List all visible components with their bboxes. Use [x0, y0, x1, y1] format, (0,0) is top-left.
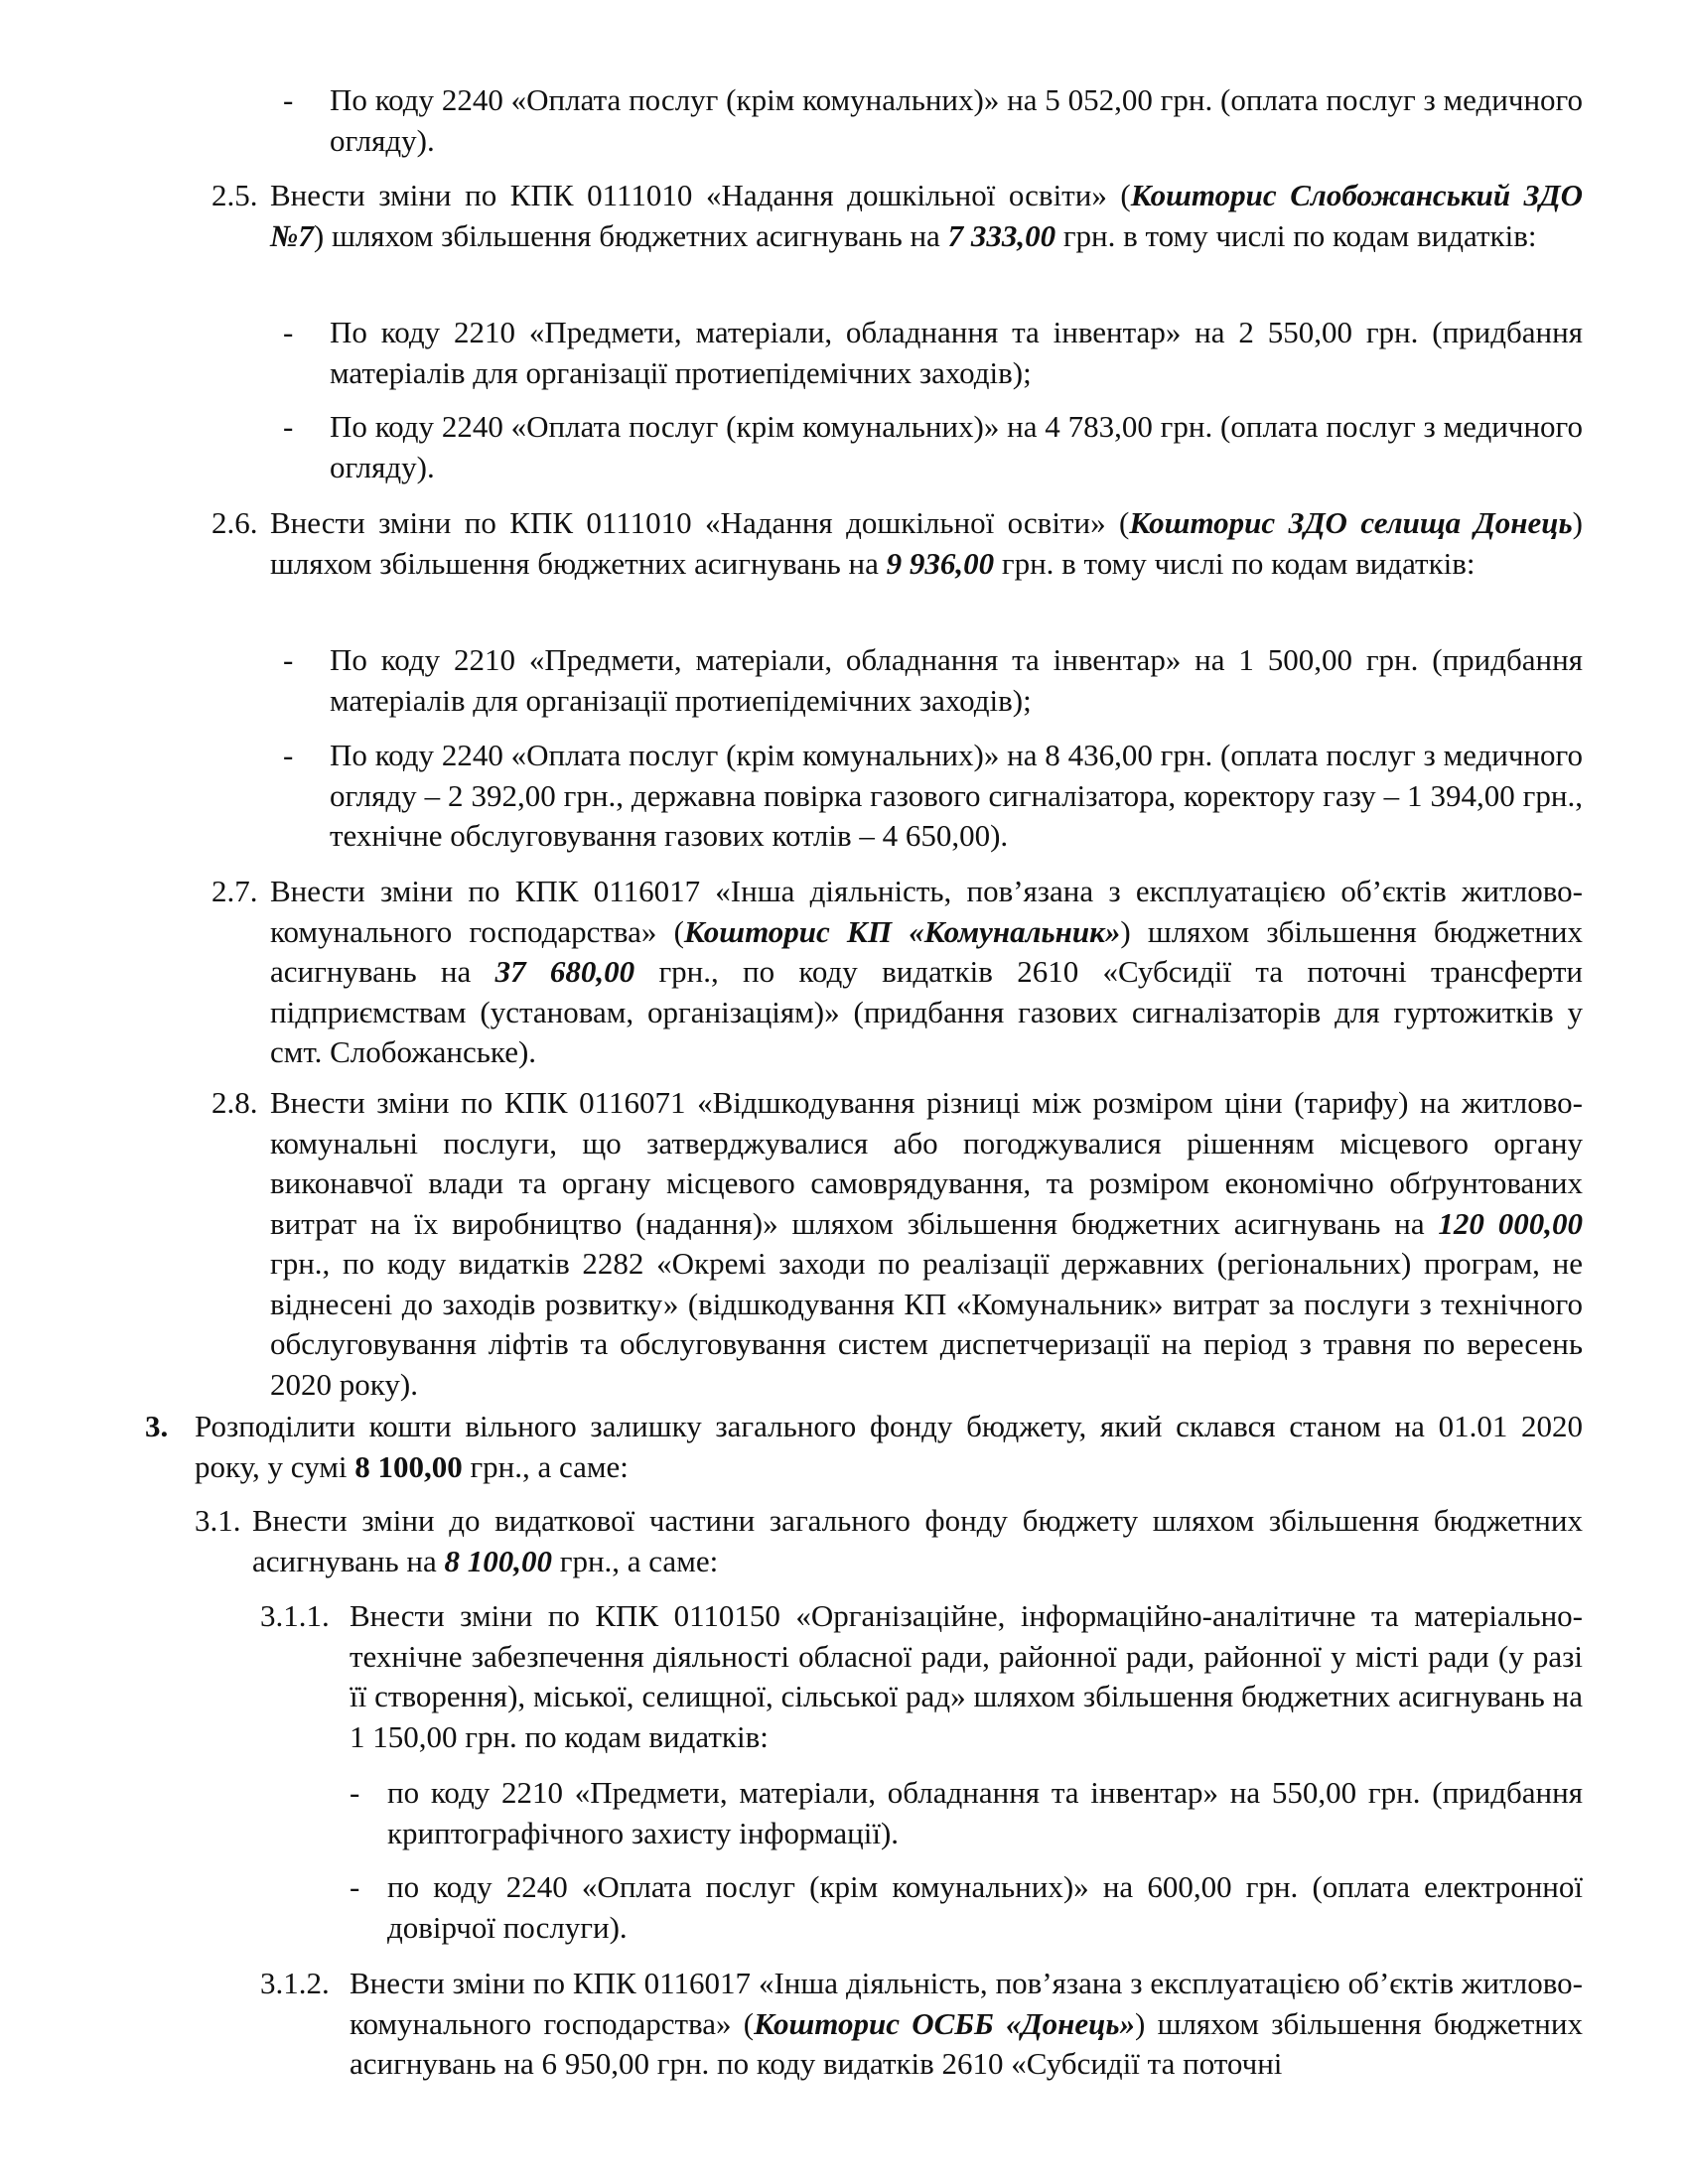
- paragraph-3-1-1: [350, 1596, 1583, 1757]
- item-number: 2.7.: [211, 874, 258, 908]
- amount-text: 8 100,00: [444, 1543, 552, 1578]
- list-item: [387, 1773, 1583, 1853]
- item-number: 2.8.: [211, 1085, 258, 1120]
- list-item-text: По коду 2240 «Оплата послуг (крім комунальних)» на 4 783,00 грн. (оплата послуг з медичного огляду).: [330, 409, 1583, 484]
- paragraph-text: Внести зміни по КПК 0111010 «Надання дошкільної освіти» (: [270, 178, 1131, 212]
- paragraph-text: грн. в тому числі по кодам видатків:: [1055, 217, 1537, 253]
- emphasis-text: Кошторис ЗДО селища Донець: [1129, 505, 1573, 540]
- paragraph-text: Внести зміни по КПК 0116017 «Інша діяльність, пов’язана з експлуатацією об’єктів житлово-комунального господарства» (: [270, 874, 1583, 949]
- list-item: [330, 407, 1583, 487]
- list-item-text: По коду 2240 «Оплата послуг (крім комунальних)» на 5 052,00 грн. (оплата послуг з медичного огляду).: [330, 82, 1583, 158]
- item-number: 3.1.1.: [260, 1598, 330, 1633]
- paragraph-3: [195, 1407, 1583, 1487]
- paragraph-text: грн., по коду видатків 2282 «Окремі заходи по реалізації державних (регіональних) програм, не віднесені до заходів розвитку» (відшкодування КП «Комунальник» витрат за послуги з технічного обслуговування ліфтів та обслуговування систем диспетчеризації на період з травня по вересень 2020 року).: [270, 1246, 1583, 1402]
- paragraph-3-1-2: [350, 1964, 1583, 2085]
- list-item-text: по коду 2210 «Предмети, матеріали, обладнання та інвентар» на 550,00 грн. (придбання криптографічного захисту інформації).: [387, 1775, 1583, 1850]
- emphasis-text: Кошторис ОСББ «Донець»: [754, 2005, 1135, 2041]
- paragraph-text: Внести зміни по КПК 0110150 «Організаційне, інформаційно-аналітичне та матеріально-технічне забезпечення діяльності обласної ради, районної ради, районної у місті ради (у разі її створення), міської, селищної, сільської рад» шляхом збільшення бюджетних асигнувань на 1 150,00 грн. по кодам видатків:: [350, 1598, 1583, 1754]
- paragraph-3-1: [252, 1501, 1583, 1581]
- amount-text: 37 680,00: [494, 954, 635, 989]
- paragraph-text: Внести зміни до видаткової частини загального фонду бюджету шляхом збільшення бюджетних асигнувань на: [252, 1503, 1583, 1578]
- list-item: [330, 313, 1583, 393]
- list-item: [330, 80, 1583, 161]
- paragraph-2-8: [270, 1083, 1583, 1405]
- amount-text: 9 936,00: [886, 545, 995, 581]
- amount-text: 8 100,00: [354, 1448, 463, 1484]
- list-dash: -: [283, 82, 294, 117]
- list-item-text: По коду 2210 «Предмети, матеріали, обладнання та інвентар» на 1 500,00 грн. (придбання матеріалів для організації протиепідемічних заходів);: [330, 642, 1583, 718]
- emphasis-text: Кошторис КП «Комунальник»: [683, 913, 1121, 949]
- list-item-text: По коду 2210 «Предмети, матеріали, обладнання та інвентар» на 2 550,00 грн. (придбання матеріалів для організації протиепідемічних заходів);: [330, 315, 1583, 390]
- paragraph-2-7: [270, 872, 1583, 1073]
- list-item: [330, 640, 1583, 721]
- paragraph-text: ) шляхом збільшення бюджетних асигнувань на: [313, 217, 948, 253]
- item-number: 2.6.: [211, 505, 258, 540]
- item-number: 3.1.2.: [260, 1966, 330, 2000]
- item-number: 3.: [145, 1409, 169, 1443]
- list-item-text: по коду 2240 «Оплата послуг (крім комунальних)» на 600,00 грн. (оплата електронної довірчої послуги).: [387, 1869, 1583, 1945]
- list-item: [387, 1867, 1583, 1948]
- paragraph-text: Внести зміни по КПК 0111010 «Надання дошкільної освіти» (: [270, 505, 1130, 540]
- list-item: [330, 736, 1583, 857]
- list-dash: -: [283, 315, 294, 349]
- list-dash: -: [350, 1869, 360, 1904]
- paragraph-text: Внести зміни по КПК 0116017 «Інша діяльність, пов’язана з експлуатацією об’єктів житлово-комунального господарства» (: [350, 1966, 1583, 2041]
- paragraph-text: грн., а саме:: [462, 1448, 629, 1484]
- emphasis-text: Кошторис Слобожанський ЗДО №7: [270, 178, 1583, 253]
- item-number: 3.1.: [195, 1503, 241, 1538]
- paragraph-text: ) шляхом збільшення бюджетних асигнувань на: [270, 913, 1584, 989]
- paragraph-text: Внести зміни по КПК 0116071 «Відшкодування різниці між розміром ціни (тарифу) на житлово-комунальні послуги, що затверджувалися або погоджувалися рішенням місцевого органу виконавчої влади та органу місцевого самоврядування, та розміром економічно обґрунтованих витрат на їх виробництво (надання)» шляхом збільшення бюджетних асигнувань на: [270, 1085, 1583, 1241]
- amount-text: 7 333,00: [947, 217, 1056, 253]
- list-item-text: По коду 2240 «Оплата послуг (крім комунальних)» на 8 436,00 грн. (оплата послуг з медичного огляду – 2 392,00 грн., державна повірка газового сигналізатора, коректору газу – 1 394,00 грн., технічне обслуговування газових котлів – 4 650,00).: [330, 738, 1583, 853]
- paragraph-2-6: [270, 503, 1583, 584]
- list-dash: -: [283, 409, 294, 444]
- list-dash: -: [350, 1775, 360, 1810]
- paragraph-2-5: [270, 176, 1583, 256]
- paragraph-text: грн. в тому числі по кодам видатків:: [994, 545, 1476, 581]
- amount-text: 120 000,00: [1438, 1205, 1583, 1241]
- paragraph-text: грн., а саме:: [551, 1543, 719, 1578]
- paragraph-text: ) шляхом збільшення бюджетних асигнувань на: [270, 505, 1583, 581]
- item-number: 2.5.: [211, 178, 258, 212]
- list-dash: -: [283, 738, 294, 772]
- paragraph-text: Розподілити кошти вільного залишку загального фонду бюджету, який склався станом на 01.01 2020 року, у сумі: [195, 1409, 1583, 1484]
- list-dash: -: [283, 642, 294, 677]
- paragraph-text: грн., по коду видатків 2610 «Субсидії та поточні трансферти підприємствам (установам, організаціям)» (придбання газових сигналізаторів для гуртожитків у смт. Слобожанське).: [270, 954, 1583, 1069]
- paragraph-text: ) шляхом збільшення бюджетних асигнувань на 6 950,00 грн. по коду видатків 2610 «Субсидії та поточні: [350, 2005, 1583, 2081]
